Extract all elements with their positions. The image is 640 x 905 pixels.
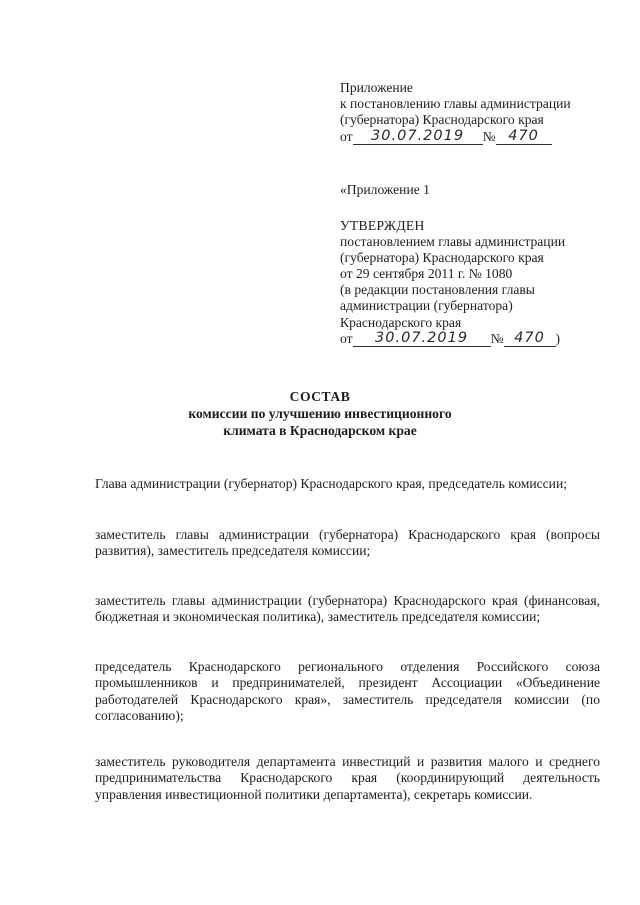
approval-line: администрации (губернатора) — [340, 298, 513, 314]
document-title — [0, 388, 640, 439]
approval-block — [340, 218, 630, 347]
handwritten-number-field — [504, 331, 556, 347]
member-paragraph: заместитель главы администрации (губернатора) Краснодарского края (вопросы развития), заместитель председателя комиссии; — [95, 526, 600, 558]
approval-line: Краснодарского края — [340, 314, 462, 330]
commission-members — [95, 476, 600, 836]
page-subtitle: комиссии по улучшению инвестиционного — [188, 406, 452, 421]
approval-line: (губернатора) Краснодарского края — [340, 250, 544, 266]
page-title: СОСТАВ — [289, 389, 351, 404]
date-prefix: от — [340, 330, 353, 346]
handwritten-date: 30.07.2019 — [375, 329, 469, 346]
member-paragraph: председатель Краснодарского регионального отделения Российского союза промышленников и предпринимателей, президент Ассоциации «Объединение работодателей Краснодарского края», заместитель председателя комиссии (по согласованию); — [95, 658, 600, 723]
closing-paren: ) — [555, 330, 561, 346]
appendix-header — [340, 80, 630, 145]
appendix-header-line: к постановлению главы администрации — [340, 96, 571, 112]
member-paragraph: заместитель главы администрации (губернатора) Краснодарского края (финансовая, бюджетная и экономическая политика), заместитель председателя комиссии; — [95, 592, 600, 624]
handwritten-date: 30.07.2019 — [371, 127, 465, 144]
handwritten-date-field — [353, 331, 491, 347]
appendix-label: «Приложение 1 — [340, 182, 430, 197]
approval-line: (в редакции постановления главы — [340, 282, 535, 298]
handwritten-number: 470 — [508, 127, 539, 144]
appendix-header-date-row — [340, 129, 630, 145]
appendix-header-line: (губернатора) Краснодарского края — [340, 112, 544, 128]
page-subtitle: климата в Краснодарском крае — [223, 423, 417, 438]
number-prefix: № — [490, 330, 504, 346]
date-prefix: от — [340, 128, 353, 144]
handwritten-number: 470 — [514, 329, 545, 346]
member-paragraph: заместитель руководителя департамента инвестиций и развития малого и среднего предпринимательства Краснодарского края (координирующий деятельность управления инвестиционной политики департамента), секретарь комиссии. — [95, 753, 600, 802]
handwritten-number-field — [496, 129, 552, 145]
approval-line: постановлением главы администрации — [340, 234, 566, 250]
member-paragraph: Глава администрации (губернатор) Краснодарского края, председатель комиссии; — [95, 476, 568, 491]
approval-line: от 29 сентября 2011 г. № 1080 — [340, 266, 513, 282]
appendix-header-line: Приложение — [340, 80, 413, 95]
approval-title: УТВЕРЖДЕН — [340, 218, 425, 233]
approval-date-row — [340, 331, 630, 347]
handwritten-date-field — [353, 129, 483, 145]
number-prefix: № — [482, 128, 496, 144]
